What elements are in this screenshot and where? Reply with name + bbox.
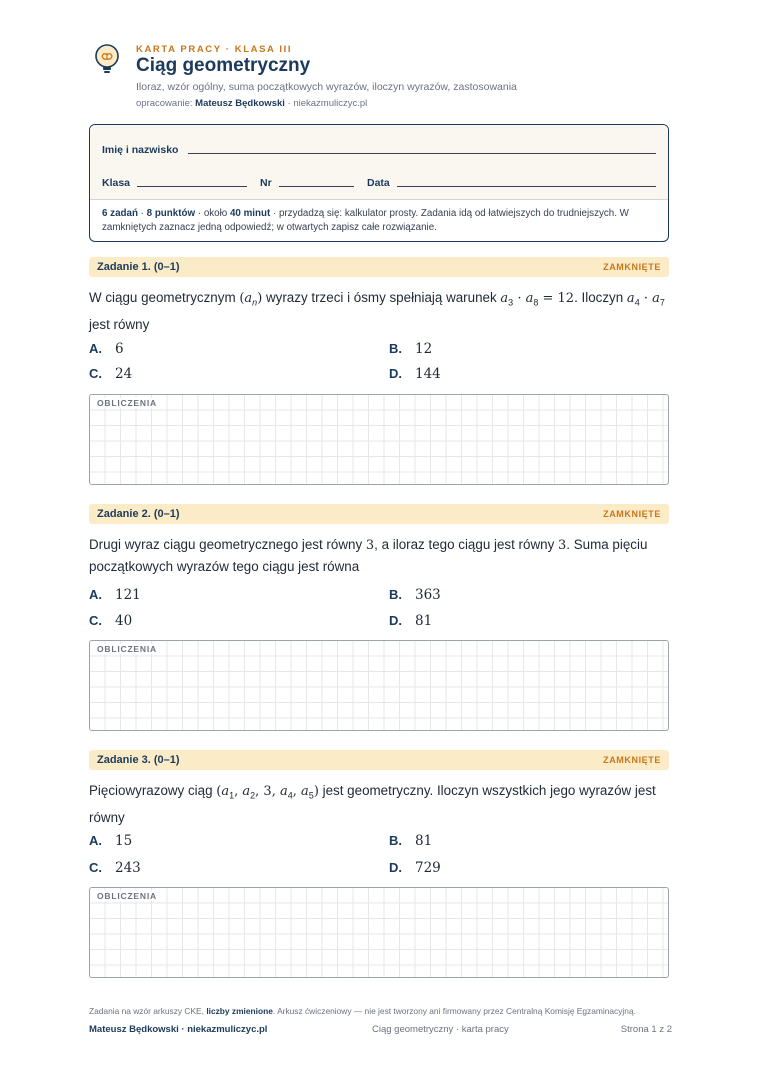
task-2-option-d[interactable]: [389, 613, 432, 629]
option-letter: D.: [389, 860, 402, 875]
option-letter: C.: [89, 366, 102, 381]
option-letter: B.: [389, 587, 402, 602]
option-value: 144: [415, 366, 441, 382]
option-value: 15: [115, 833, 133, 849]
option-value: 24: [115, 366, 133, 382]
date-label: Data: [367, 177, 390, 189]
task-3-option-d[interactable]: [389, 860, 441, 876]
option-value: 40: [115, 613, 133, 629]
task-3-header: [89, 750, 669, 770]
time-estimate: 40 minut: [229, 208, 271, 219]
page-header: [90, 42, 670, 114]
option-letter: B.: [389, 341, 402, 356]
task-1-option-c[interactable]: [89, 366, 132, 382]
option-letter: A.: [89, 587, 102, 602]
task-2-header: [89, 504, 669, 524]
task-2-option-b[interactable]: [389, 587, 441, 603]
option-letter: A.: [89, 341, 102, 356]
author-name: Mateusz Będkowski: [195, 98, 285, 109]
byline-prefix: opracowanie:: [136, 98, 196, 109]
option-value: 243: [115, 860, 141, 876]
task-1-text: W ciągu geometrycznym $(a_n)$ wyrazy trzeci i ósmy spełniają warunek $a_3 \cdot a_8 = 12$. Iloczyn $a_4 \cdot a_7$ jest równy: [89, 290, 665, 332]
task-1-text-b: wyrazy trzeci i ósmy spełniają warunek: [262, 290, 501, 305]
task-2-title: Zadanie 2. (0–1): [97, 508, 180, 520]
task-2-num-2: 3: [557, 538, 567, 553]
footer-author: Mateusz Będkowski · niekazmuliczyc.pl: [89, 1024, 268, 1035]
number-label: Nr: [260, 177, 272, 189]
task-2-option-c[interactable]: [89, 613, 132, 629]
option-value: 6: [115, 341, 124, 357]
class-label: Klasa: [102, 177, 131, 189]
footer-note-emphasis: liczby zmienione: [206, 1006, 273, 1016]
task-1-badge: ZAMKNIĘTE: [603, 262, 661, 272]
task-1-option-a[interactable]: [89, 341, 124, 357]
task-2-text-a: Drugi wyraz ciągu geometrycznego jest równy: [89, 537, 366, 552]
class-field[interactable]: [137, 186, 247, 187]
footer-doc-title: Ciąg geometryczny · karta pracy: [372, 1024, 509, 1035]
student-fields: [90, 125, 668, 200]
task-2-text-c: . Suma pięciu początkowych wyrazów tego ciągu jest równa: [89, 537, 648, 574]
task-1-option-b[interactable]: [389, 341, 432, 357]
task-3-badge: ZAMKNIĘTE: [603, 755, 661, 765]
task-1-title: Zadanie 1. (0–1): [97, 261, 180, 273]
student-info-box: [89, 124, 669, 242]
task-2-badge: ZAMKNIĘTE: [603, 509, 661, 519]
number-field[interactable]: [279, 186, 354, 187]
task-1-text-c: . Iloczyn: [574, 290, 627, 305]
task-1-option-d[interactable]: [389, 366, 441, 382]
page-subtitle: Iloraz, wzór ogólny, suma początkowych wyrazów, iloczyn wyrazów, zastosowania: [136, 81, 517, 93]
task-3-option-a[interactable]: [89, 833, 132, 849]
footer-note-c: . Arkusz ćwiczeniowy — nie jest tworzony ani firmowany przez Centralną Komisję Egzaminacyjną.: [272, 1006, 636, 1016]
page-title: Ciąg geometryczny: [136, 55, 311, 76]
task-3-title: Zadanie 3. (0–1): [97, 754, 180, 766]
task-1-text-a: W ciągu geometrycznym: [89, 290, 240, 305]
task-2-text-b: , a iloraz tego ciągu jest równy: [374, 537, 558, 552]
footer-note-a: Zadania na wzór arkuszy CKE,: [89, 1006, 207, 1016]
footer-note: [89, 1006, 636, 1016]
worksheet-kicker: KARTA PRACY · KLASA III: [136, 44, 293, 55]
task-1-calculation-area[interactable]: [89, 394, 669, 485]
option-letter: C.: [89, 860, 102, 875]
task-2-option-a[interactable]: [89, 587, 141, 603]
info-separator: ·: [137, 208, 147, 219]
option-value: 81: [415, 613, 433, 629]
option-letter: D.: [389, 366, 402, 381]
name-field[interactable]: [188, 153, 656, 154]
option-value: 729: [415, 860, 441, 876]
calculation-label: OBLICZENIA: [97, 644, 157, 654]
byline-site: · niekazmuliczyc.pl: [284, 98, 368, 109]
option-value: 121: [115, 587, 141, 603]
name-label: Imię i nazwisko: [102, 144, 179, 156]
task-1-text-d: jest równy: [89, 316, 150, 332]
info-instructions: · przydadzą się: kalkulator prosty. Zadania idą od łatwiejszych do trudniejszych. W zamkniętych zaznacz jedną odpowiedź; w otwartych zapisz całe rozwiązanie.: [102, 208, 629, 233]
option-letter: A.: [89, 833, 102, 848]
task-3-option-b[interactable]: [389, 833, 432, 849]
date-field[interactable]: [397, 186, 656, 187]
task-2-calculation-area[interactable]: [89, 640, 669, 731]
option-value: 363: [415, 587, 441, 603]
task-2-num-1: 3: [365, 538, 375, 553]
option-letter: C.: [89, 613, 102, 628]
task-3-text: Pięciowyrazowy ciąg ($a_1$, $a_2$, 3, $a_4$, $a_5$) jest geometryczny. Iloczyn wszystkich jego wyrazów jest równy: [89, 783, 656, 825]
info-about: · około: [195, 208, 230, 219]
calculation-label: OBLICZENIA: [97, 398, 157, 408]
page-footer: [89, 1006, 672, 1040]
option-letter: B.: [389, 833, 402, 848]
task-2-text: [89, 534, 669, 577]
option-value: 12: [415, 341, 433, 357]
option-letter: D.: [389, 613, 402, 628]
byline: [136, 98, 367, 109]
calculation-label: OBLICZENIA: [97, 891, 157, 901]
option-value: 81: [415, 833, 433, 849]
task-3-text-b: jest geometryczny. Iloczyn wszystkich jego wyrazów jest równy: [89, 783, 656, 825]
worksheet-info: [102, 207, 658, 235]
task-3-calculation-area[interactable]: [89, 887, 669, 978]
lightbulb-brain-icon: [90, 42, 124, 76]
points-total: 8 punktów: [146, 208, 196, 219]
task-3-option-c[interactable]: [89, 860, 141, 876]
task-count: 6 zadań: [102, 208, 138, 219]
task-3-text-a: Pięciowyrazowy ciąg: [89, 783, 217, 798]
page-number: Strona 1 z 2: [620, 1024, 672, 1035]
task-1-header: [89, 257, 669, 277]
